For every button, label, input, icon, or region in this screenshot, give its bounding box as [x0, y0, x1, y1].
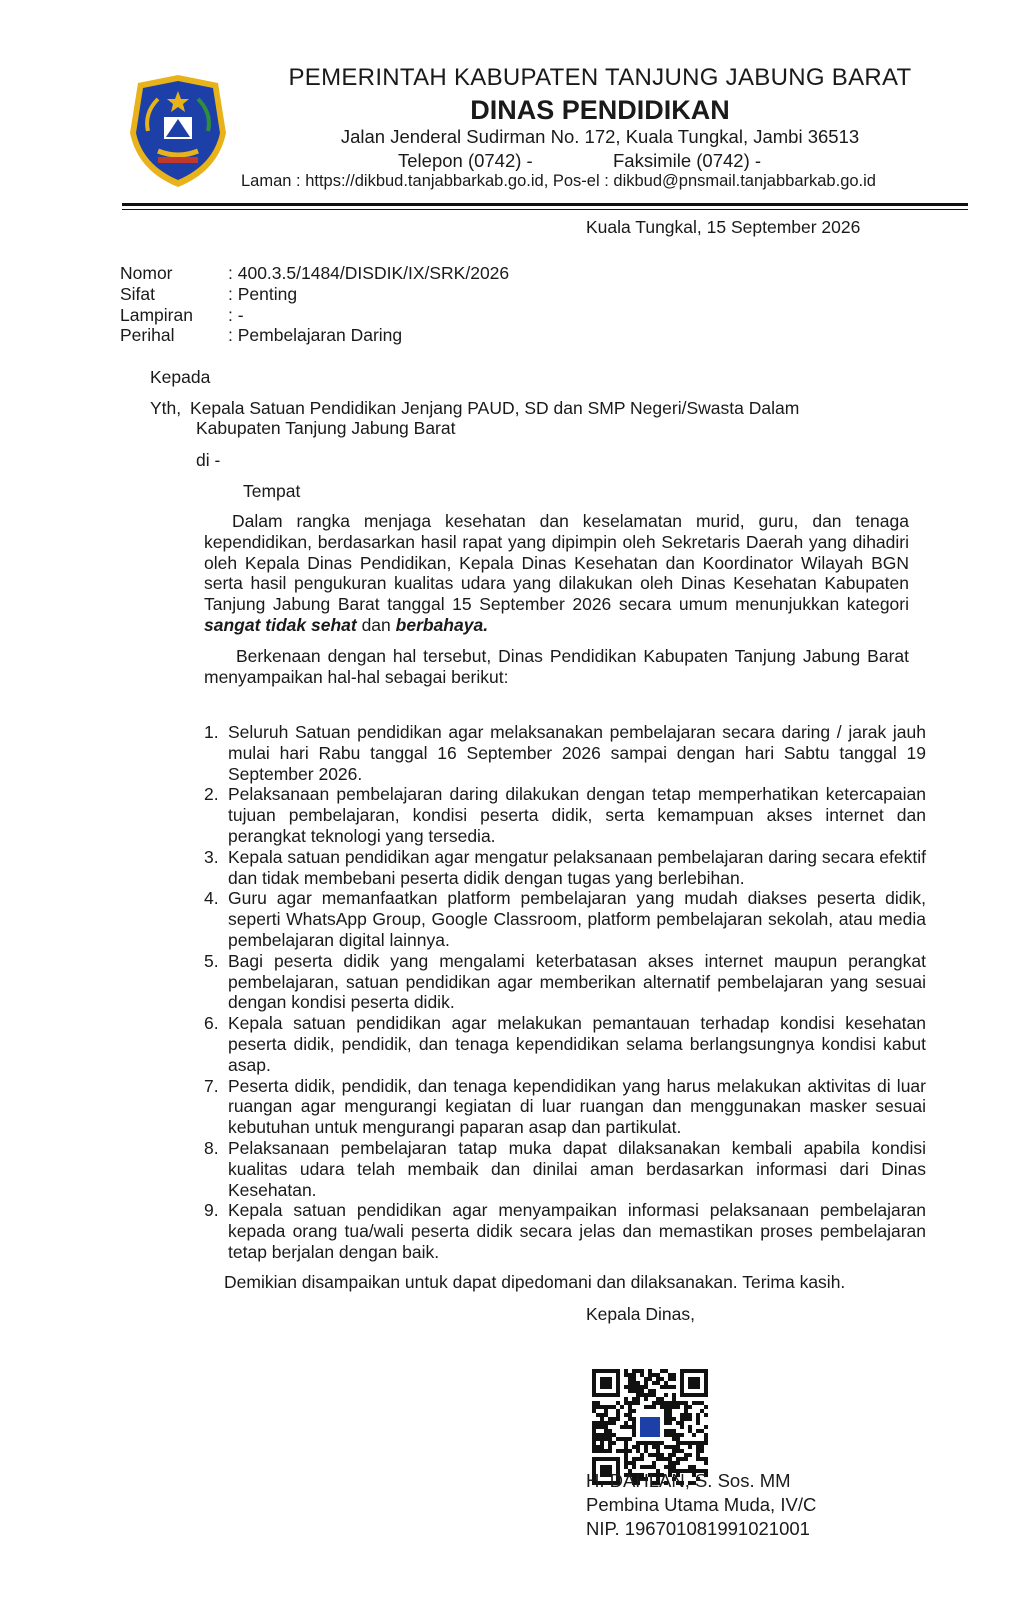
- list-item: 5. Bagi peserta didik yang mengalami keterbatasan akses internet maupun perangkat pembelajaran, satuan pendidikan agar memberikan alternatif pembelajaran yang sesuai dengan kondisi peserta didik.: [204, 950, 926, 1013]
- qr-code-icon: [592, 1369, 708, 1485]
- list-item: 1. Seluruh Satuan pendidikan agar melaksanakan pembelajaran secara daring / jarak jauh mulai hari Rabu tanggal 16 September 2026 sampai dengan hari Sabtu tanggal 19 September 2026.: [204, 722, 926, 784]
- meta-row-lampiran: Lampiran : -: [120, 304, 244, 325]
- meta-row-perihal: Perihal : Pembelajaran Daring: [120, 325, 403, 346]
- conjunction: dan: [361, 614, 391, 635]
- signer-name: H. DAHLAN, S. Sos. MM: [586, 1470, 791, 1491]
- agency-name: DINAS PENDIDIKAN: [470, 95, 730, 125]
- list-item: 4. Guru agar memanfaatkan platform pembelajaran yang mudah diakses peserta didik, seperti WhatsApp Group, Google Classroom, platform pembelajaran sekolah, atau media pembelajaran digital lainnya.: [204, 888, 926, 950]
- letterhead-divider-thin: [122, 209, 968, 210]
- recipient-yth: Yth,: [150, 398, 182, 418]
- agency-web-email: Laman : https://dikbud.tanjabbarkab.go.id, Pos-el : dikbud@pnsmail.tanjabbarkab.go.id: [241, 172, 876, 190]
- closing-sentence: Demikian disampaikan untuk dapat dipedomani dan dilaksanakan. Terima kasih.: [224, 1272, 846, 1292]
- agency-phone: Telepon (0742) -: [398, 150, 533, 171]
- opening-paragraph: [204, 511, 909, 636]
- letterhead-divider: [122, 203, 968, 206]
- recipient-di: di -: [196, 450, 221, 470]
- signature-title: Kepala Dinas,: [586, 1304, 695, 1324]
- instruction-list: [204, 722, 926, 1263]
- qr-code-signature: [592, 1369, 708, 1485]
- opening-paragraph-text: Dalam rangka menjaga kesehatan dan keselamatan murid, guru, dan tenaga kependidikan, berdasarkan hasil rapat yang dipimpin oleh Sekretaris Daerah yang dihadiri oleh Kepala Dinas Pendidikan, Kepala Dinas Kesehatan dan Koordinator Wilayah BGN serta hasil pengukuran kualitas udara yang dilakukan oleh Dinas Kesehatan Kabupaten Tanjung Jabung Barat tanggal 15 September 2026 secara umum menunjukkan kategori: [204, 511, 909, 615]
- regency-emblem-icon: [128, 73, 228, 189]
- emphasis-dangerous: berbahaya.: [395, 614, 489, 635]
- government-name: PEMERINTAH KABUPATEN TANJUNG JABUNG BARAT: [288, 64, 912, 91]
- recipient-line-2: Kabupaten Tanjung Jabung Barat: [196, 418, 456, 438]
- list-item: 7. Peserta didik, pendidik, dan tenaga kependidikan yang harus melakukan aktivitas di luar ruangan agar mengurangi kegiatan di luar ruangan dan menggunakan masker sesuai kebutuhan untuk mengurangi paparan asap dan partikulat.: [204, 1075, 926, 1138]
- emphasis-very-unhealthy: sangat tidak sehat: [204, 614, 357, 635]
- letter-meta: [120, 263, 509, 346]
- signer-rank: Pembina Utama Muda, IV/C: [586, 1494, 817, 1515]
- meta-row-nomor: Nomor : 400.3.5/1484/DISDIK/IX/SRK/2026: [120, 263, 510, 283]
- meta-row-sifat: Sifat : Penting: [120, 283, 298, 304]
- recipient-kepada: Kepada: [150, 367, 211, 387]
- regency-logo: [128, 73, 228, 189]
- agency-fax: Faksimile (0742) -: [613, 150, 762, 171]
- list-item: 3. Kepala satuan pendidikan agar mengatur pelaksanaan pembelajaran daring secara efektif dan tidak membebani peserta didik dengan tugas yang berlebihan.: [204, 846, 926, 888]
- place-date: Kuala Tungkal, 15 September 2026: [586, 217, 861, 237]
- list-item: 8. Pelaksanaan pembelajaran tatap muka dapat dilaksanakan kembali apabila kondisi kualitas udara telah membaik dan dinilai aman berdasarkan informasi dari Dinas Kesehatan.: [204, 1137, 926, 1200]
- recipient-line-1: Kepala Satuan Pendidikan Jenjang PAUD, SD dan SMP Negeri/Swasta Dalam: [190, 398, 800, 418]
- list-item: 6. Kepala satuan pendidikan agar melakukan pemantauan terhadap kondisi kesehatan peserta didik, pendidik, dan tenaga kependidikan selama berlangsungnya kondisi kabut asap.: [204, 1013, 926, 1075]
- signer-nip: NIP. 196701081991021001: [586, 1518, 810, 1539]
- list-item: 9. Kepala satuan pendidikan agar menyampaikan informasi pelaksanaan pembelajaran kepada orang tua/wali peserta didik secara jelas dan memastikan proses pembelajaran tetap berjalan dengan baik.: [204, 1200, 926, 1262]
- list-item: 2. Pelaksanaan pembelajaran daring dilakukan dengan tetap memperhatikan ketercapaian tujuan pembelajaran, kondisi peserta didik, serta kemampuan akses internet dan perangkat teknologi yang tersedia.: [204, 784, 926, 846]
- intro-paragraph: Berkenaan dengan hal tersebut, Dinas Pendidikan Kabupaten Tanjung Jabung Barat menyampaikan hal-hal sebagai berikut:: [204, 646, 909, 687]
- agency-address: Jalan Jenderal Sudirman No. 172, Kuala Tungkal, Jambi 36513: [340, 126, 860, 147]
- recipient-tempat: Tempat: [243, 481, 301, 501]
